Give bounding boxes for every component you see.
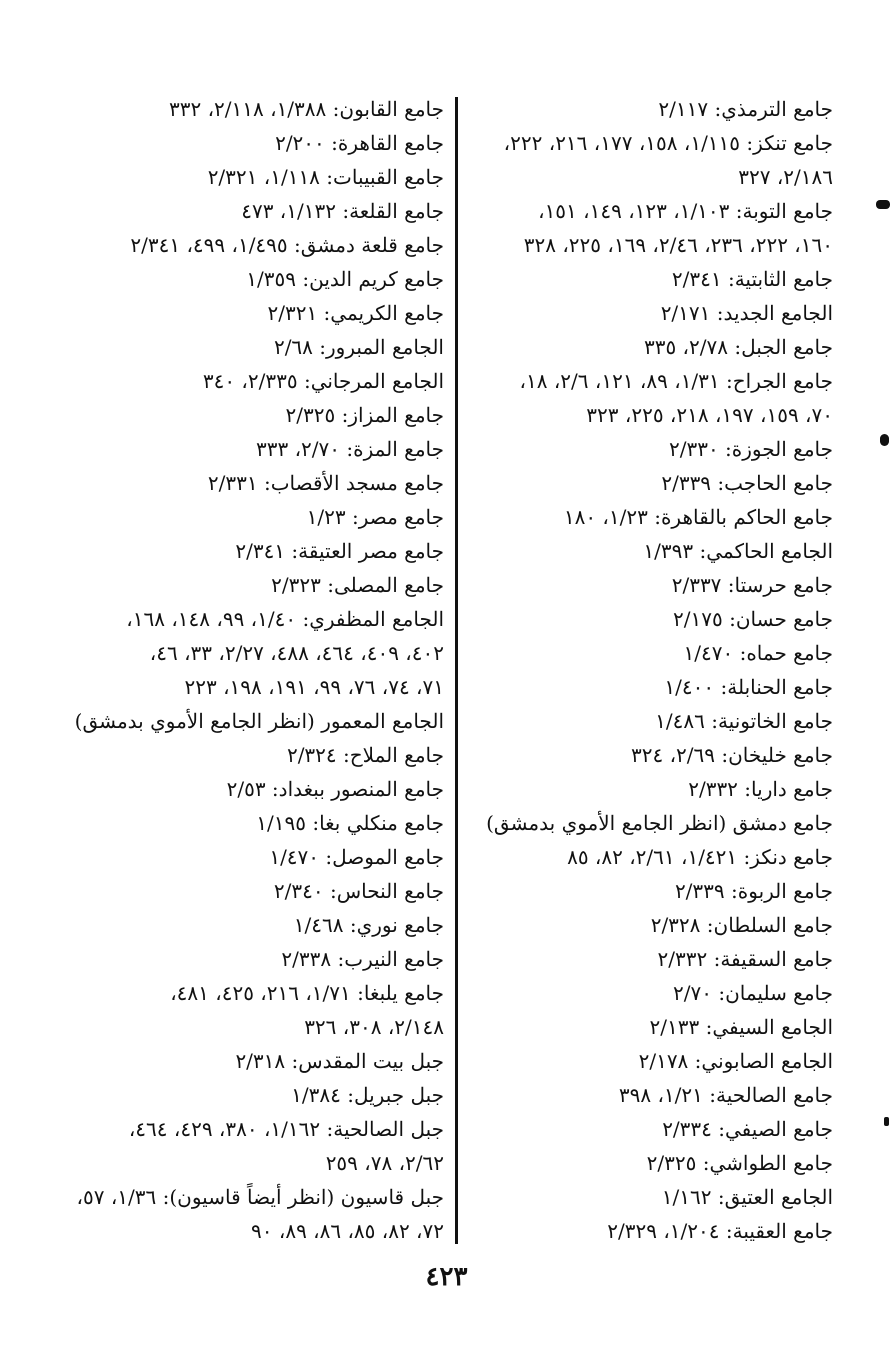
index-entry: جامع القاهرة: ٢/٢٠٠ (275, 131, 444, 155)
index-entry: جامع داريا: ٢/٣٣٢ (688, 777, 833, 801)
index-entry: جامع حماه: ١/٤٧٠ (683, 641, 833, 665)
index-entry-continuation: ٢/١٨٦، ٣٢٧ (738, 165, 833, 189)
index-entry: الجامع المظفري: ١/٤٠، ٩٩، ١٤٨، ١٦٨، (126, 607, 444, 631)
scan-mark (880, 434, 889, 446)
scan-mark (876, 200, 890, 209)
index-entry: جامع الترمذي: ٢/١١٧ (658, 97, 833, 121)
index-entry: جامع دمشق (انظر الجامع الأموي بدمشق) (486, 811, 833, 835)
index-entry: الجامع المرجاني: ٢/٣٣٥، ٣٤٠ (202, 369, 444, 393)
index-entry: جامع المزة: ٢/٧٠، ٣٣٣ (255, 437, 444, 461)
index-entry: جامع حرستا: ٢/٣٣٧ (671, 573, 833, 597)
scan-mark (884, 1117, 889, 1126)
index-entry: جامع القلعة: ١/١٣٢، ٤٧٣ (241, 199, 444, 223)
index-entry-continuation: ٢/٦٢، ٧٨، ٢٥٩ (325, 1151, 444, 1175)
index-entry: جامع حسان: ٢/١٧٥ (673, 607, 833, 631)
index-entry: جامع نوري: ١/٤٦٨ (293, 913, 444, 937)
index-entry: جامع الطواشي: ٢/٣٢٥ (646, 1151, 833, 1175)
index-entry: جامع الحاكم بالقاهرة: ١/٢٣، ١٨٠ (563, 505, 833, 529)
index-entry: جامع النيرب: ٢/٣٣٨ (281, 947, 444, 971)
index-entry: جامع الكريمي: ٢/٣٢١ (267, 301, 444, 325)
index-column-right (465, 92, 833, 1248)
index-entry-continuation: ٢/١٤٨، ٣٠٨، ٣٢٦ (304, 1015, 444, 1039)
index-entry: جامع الثابتية: ٢/٣٤١ (671, 267, 833, 291)
index-entry: جامع الصالحية: ١/٢١، ٣٩٨ (618, 1083, 833, 1107)
index-entry: جامع الخاتونية: ١/٤٨٦ (655, 709, 833, 733)
index-entry: جامع خليخان: ٢/٦٩، ٣٢٤ (631, 743, 833, 767)
page-number: ٤٢٣ (425, 1262, 468, 1292)
index-entry: جبل قاسيون (انظر أيضاً قاسيون): ١/٣٦، ٥٧، (76, 1185, 444, 1209)
index-entry: الجامع السيفي: ٢/١٣٣ (649, 1015, 833, 1039)
index-entry: الجامع الصابوني: ٢/١٧٨ (638, 1049, 833, 1073)
index-entry: جامع منكلي بغا: ١/١٩٥ (256, 811, 444, 835)
index-entry: الجامع المبرور: ٢/٦٨ (273, 335, 444, 359)
index-entry: جامع الحاجب: ٢/٣٣٩ (661, 471, 833, 495)
index-entry: جامع الجبل: ٢/٧٨، ٣٣٥ (643, 335, 833, 359)
index-entry-continuation: ٧٠، ١٥٩، ١٩٧، ٢١٨، ٢٢٥، ٣٢٣ (586, 403, 833, 427)
index-entry: جامع سليمان: ٢/٧٠ (673, 981, 833, 1005)
index-entry: جامع المزاز: ٢/٣٢٥ (285, 403, 444, 427)
index-entry: الجامع المعمور (انظر الجامع الأموي بدمشق) (74, 709, 444, 733)
index-column-left (70, 92, 444, 1248)
index-entry: جامع الموصل: ١/٤٧٠ (269, 845, 444, 869)
index-entry-continuation: ٧٢، ٨٢، ٨٥، ٨٦، ٨٩، ٩٠ (251, 1219, 444, 1243)
index-entry: جامع القابون: ١/٣٨٨، ٢/١١٨، ٣٣٢ (168, 97, 444, 121)
index-entry: جامع الملاح: ٢/٣٢٤ (286, 743, 444, 767)
index-entry: جبل جبريل: ١/٣٨٤ (291, 1083, 444, 1107)
index-entry: جامع مسجد الأقصاب: ٢/٣٣١ (207, 471, 444, 495)
index-entry: جامع الصيفي: ٢/٣٣٤ (662, 1117, 833, 1141)
index-entry: جامع التوبة: ١/١٠٣، ١٢٣، ١٤٩، ١٥١، (538, 199, 833, 223)
index-entry: الجامع الحاكمي: ١/٣٩٣ (643, 539, 833, 563)
index-entry: جامع الجوزة: ٢/٣٣٠ (668, 437, 833, 461)
index-entry-continuation: ٧١، ٧٤، ٧٦، ٩٩، ١٩١، ١٩٨، ٢٢٣ (184, 675, 444, 699)
index-entry: جامع المصلى: ٢/٣٢٣ (271, 573, 444, 597)
index-entry: جبل بيت المقدس: ٢/٣١٨ (235, 1049, 444, 1073)
index-entry: جامع السقيفة: ٢/٣٣٢ (657, 947, 833, 971)
index-entry-continuation: ١٦٠، ٢٢٢، ٢٣٦، ٢/٤٦، ١٦٩، ٢٢٥، ٣٢٨ (523, 233, 833, 257)
index-entry: الجامع الجديد: ٢/١٧١ (660, 301, 833, 325)
index-entry: جامع القبيبات: ١/١١٨، ٢/٣٢١ (207, 165, 444, 189)
index-entry: جامع الحنابلة: ١/٤٠٠ (664, 675, 833, 699)
column-divider (455, 97, 458, 1244)
index-entry: جبل الصالحية: ١/١٦٢، ٣٨٠، ٤٢٩، ٤٦٤، (128, 1117, 444, 1141)
index-entry: جامع الربوة: ٢/٣٣٩ (674, 879, 833, 903)
index-entry: جامع النحاس: ٢/٣٤٠ (273, 879, 444, 903)
index-entry: الجامع العتيق: ١/١٦٢ (661, 1185, 833, 1209)
index-entry: جامع كريم الدين: ١/٣٥٩ (246, 267, 444, 291)
index-entry: جامع يلبغا: ١/٧١، ٢١٦، ٤٢٥، ٤٨١، (170, 981, 444, 1005)
index-entry: جامع المنصور ببغداد: ٢/٥٣ (226, 777, 444, 801)
index-entry: جامع الجراح: ١/٣١، ٨٩، ١٢١، ٢/٦، ١٨، (519, 369, 833, 393)
index-entry: جامع تنكز: ١/١١٥، ١٥٨، ١٧٧، ٢١٦، ٢٢٢، (503, 131, 833, 155)
index-entry: جامع العقيبة: ١/٢٠٤، ٢/٣٢٩ (607, 1219, 833, 1243)
index-entry: جامع مصر: ١/٢٣ (306, 505, 444, 529)
index-entry: جامع مصر العتيقة: ٢/٣٤١ (235, 539, 444, 563)
index-entry: جامع السلطان: ٢/٣٢٨ (650, 913, 833, 937)
index-entry-continuation: ٤٠٢، ٤٠٩، ٤٦٤، ٤٨٨، ٢/٢٧، ٣٣، ٤٦، (149, 641, 444, 665)
index-entry: جامع قلعة دمشق: ١/٤٩٥، ٤٩٩، ٢/٣٤١ (130, 233, 444, 257)
index-entry: جامع دنكز: ١/٤٢١، ٢/٦١، ٨٢، ٨٥ (567, 845, 833, 869)
